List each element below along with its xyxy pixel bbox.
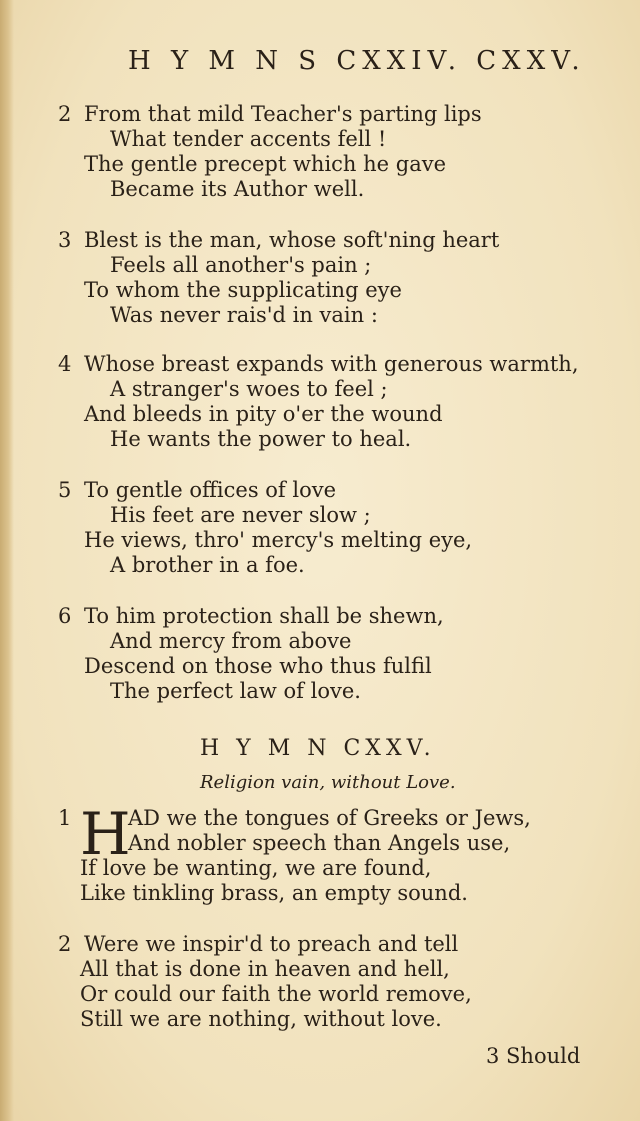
verse-line: AD we the tongues of Greeks or Jews, — [128, 806, 531, 830]
stanza-number: 6 — [58, 604, 72, 628]
stanza-number: 3 — [58, 228, 72, 252]
verse-line: A brother in a foe. — [110, 553, 305, 577]
stanza-6 — [58, 604, 618, 704]
stanza-4 — [58, 352, 618, 452]
page-spine-shadow — [0, 0, 14, 1121]
verse-line: Like tinkling brass, an empty sound. — [80, 881, 468, 905]
verse-line: To him protection shall be shewn, — [84, 604, 444, 628]
verse-line: And bleeds in pity o'er the wound — [84, 402, 443, 426]
verse-line: And nobler speech than Angels use, — [128, 831, 511, 855]
hymn-title: H Y M N CXXV. — [200, 736, 436, 761]
verse-line: The perfect law of love. — [110, 679, 361, 703]
catchword: 3 Should — [486, 1044, 581, 1068]
hymn125-stanza-2 — [58, 932, 618, 1032]
verse-line: His feet are never slow ; — [110, 503, 371, 527]
hymn-subtitle: Religion vain, without Love. — [200, 772, 456, 793]
verse-line: He views, thro' mercy's melting eye, — [84, 528, 473, 552]
verse-line: Were we inspir'd to preach and tell — [84, 932, 459, 956]
verse-line: Blest is the man, whose soft'ning heart — [84, 228, 500, 252]
verse-line: All that is done in heaven and hell, — [80, 957, 450, 981]
stanza-5 — [58, 478, 618, 578]
stanza-number: 4 — [58, 352, 72, 376]
verse-line: From that mild Teacher's parting lips — [84, 102, 482, 126]
verse-line: He wants the power to heal. — [110, 427, 412, 451]
verse-line: Feels all another's pain ; — [110, 253, 372, 277]
drop-cap: H — [80, 800, 131, 868]
stanza-number: 1 — [58, 806, 72, 830]
verse-line: Became its Author well. — [110, 177, 365, 201]
verse-line: The gentle precept which he gave — [84, 152, 447, 176]
stanza-number: 5 — [58, 478, 72, 502]
verse-line: Or could our faith the world remove, — [80, 982, 472, 1006]
verse-line: If love be wanting, we are found, — [80, 856, 432, 880]
verse-line: To whom the supplicating eye — [84, 278, 402, 302]
stanza-number: 2 — [58, 102, 72, 126]
verse-line: Whose breast expands with generous warmth, — [84, 352, 579, 376]
stanza-2 — [58, 102, 618, 202]
verse-line: Descend on those who thus fulfil — [84, 654, 432, 678]
verse-line: A stranger's woes to feel ; — [110, 377, 388, 401]
stanza-3 — [58, 228, 618, 328]
running-head: H Y M N S CXXIV. CXXV. — [128, 46, 586, 76]
verse-line: And mercy from above — [110, 629, 352, 653]
verse-line: Was never rais'd in vain : — [110, 303, 378, 327]
verse-line: What tender accents fell ! — [110, 127, 387, 151]
verse-line: To gentle offices of love — [84, 478, 337, 502]
verse-line: Still we are nothing, without love. — [80, 1007, 442, 1031]
stanza-number: 2 — [58, 932, 72, 956]
hymn125-stanza-1 — [58, 800, 628, 906]
